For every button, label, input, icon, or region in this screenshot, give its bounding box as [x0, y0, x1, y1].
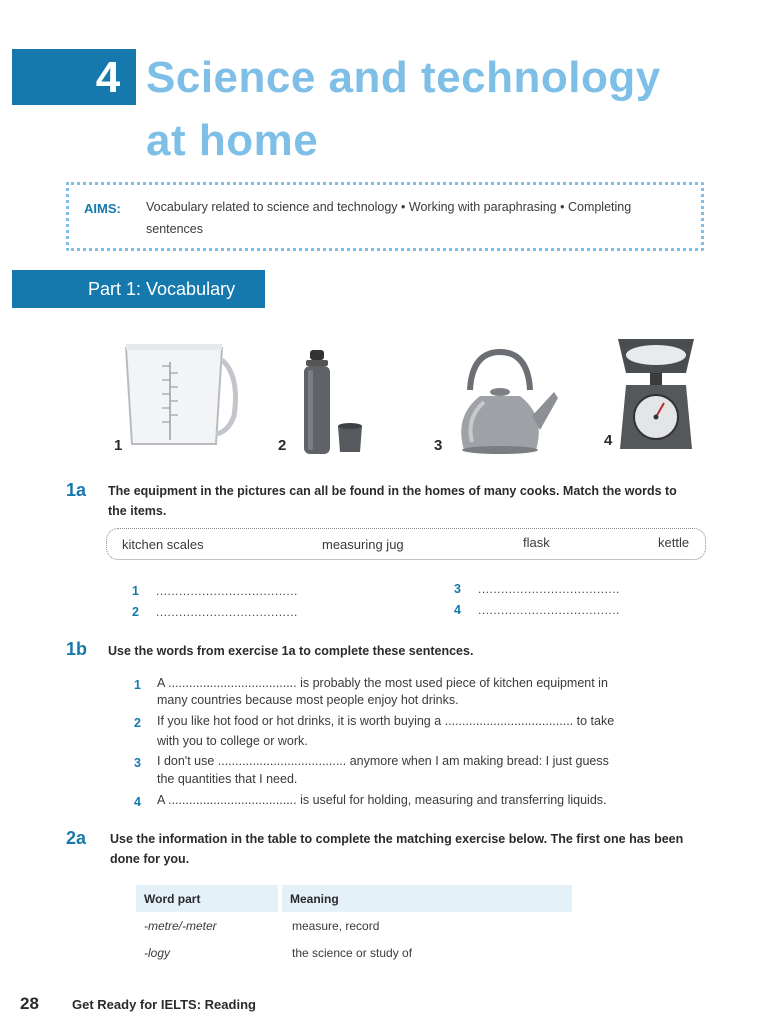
exercise-1b-instruction: Use the words from exercise 1a to complete these sentences. [108, 644, 474, 658]
word-option-flask: flask [523, 535, 550, 550]
chapter-title-line2: at home [146, 116, 319, 165]
exercise-number-1a: 1a [66, 480, 87, 500]
picture-number-4: 4 [604, 432, 613, 449]
answer-number-3: 3 [454, 582, 461, 596]
table-cell-meaning: measure, record [292, 918, 380, 933]
answer-number-4: 4 [454, 603, 461, 617]
sentence-number-1: 1 [134, 678, 141, 692]
table-header-word-part: Word part [136, 885, 280, 912]
picture-number-2: 2 [278, 437, 287, 454]
kitchen-scales-icon [614, 333, 698, 453]
aims-label: AIMS: [84, 201, 121, 216]
table-cell-word-part: -metre/-meter [144, 918, 217, 933]
sentence-number-4: 4 [134, 795, 141, 809]
sentence-2-line1: If you like hot food or hot drinks, it is worth buying a ..................................... to take [157, 714, 615, 728]
book-title: Get Ready for IELTS: Reading [72, 997, 256, 1012]
sentence-number-3: 3 [134, 756, 141, 770]
flask-icon [296, 348, 368, 456]
part-banner: Part 1: Vocabulary [12, 270, 265, 308]
sentence-1-line2: many countries because most people enjoy hot drinks. [157, 693, 459, 707]
table-header-meaning: Meaning [280, 885, 572, 912]
table-row [136, 939, 572, 966]
answer-blank-4[interactable]: ..................................... [478, 603, 620, 617]
chapter-title-line1: Science and technology [146, 53, 661, 102]
word-option-measuring-jug: measuring jug [322, 537, 404, 552]
answer-number-1: 1 [132, 584, 139, 598]
sentence-3-line1: I don't use ..................................... anymore when I am making bread: I just guess [157, 754, 609, 768]
word-option-kettle: kettle [658, 535, 690, 550]
exercise-1a-instruction: The equipment in the pictures can all be found in the homes of many cooks. Match the words to the items. [108, 484, 677, 518]
word-part-table [136, 885, 572, 966]
answer-blank-3[interactable]: ..................................... [478, 582, 620, 596]
answer-blank-2[interactable]: ..................................... [156, 605, 298, 619]
word-option-kitchen-scales: kitchen scales [122, 537, 204, 552]
table-row [136, 912, 572, 939]
aims-text: Vocabulary related to science and technology • Working with paraphrasing • Completing sentences [146, 200, 632, 236]
answer-blank-1[interactable]: ..................................... [156, 584, 298, 598]
sentence-1-line1: A ..................................... is probably the most used piece of kitchen equipment in [157, 676, 608, 690]
exercise-number-1b: 1b [66, 639, 88, 659]
kettle-icon [450, 346, 560, 454]
chapter-number: 4 [95, 53, 121, 102]
sentence-number-2: 2 [134, 716, 141, 730]
exercise-2a-instruction: Use the information in the table to complete the matching exercise below. The first one has been done for you. [110, 832, 684, 866]
exercise-number-2a: 2a [66, 828, 87, 848]
table-cell-meaning: the science or study of [292, 945, 413, 960]
sentence-2-line2: with you to college or work. [157, 734, 308, 748]
table-cell-word-part: -logy [144, 945, 171, 960]
answer-number-2: 2 [132, 605, 139, 619]
page-number: 28 [20, 994, 39, 1013]
picture-number-3: 3 [434, 437, 443, 454]
sentence-4-line1: A ..................................... is useful for holding, measuring and transferring liquids. [157, 793, 607, 807]
picture-number-1: 1 [114, 437, 123, 454]
sentence-3-line2: the quantities that I need. [157, 772, 298, 786]
table-header-row [136, 885, 572, 912]
measuring-jug-icon [118, 340, 240, 452]
